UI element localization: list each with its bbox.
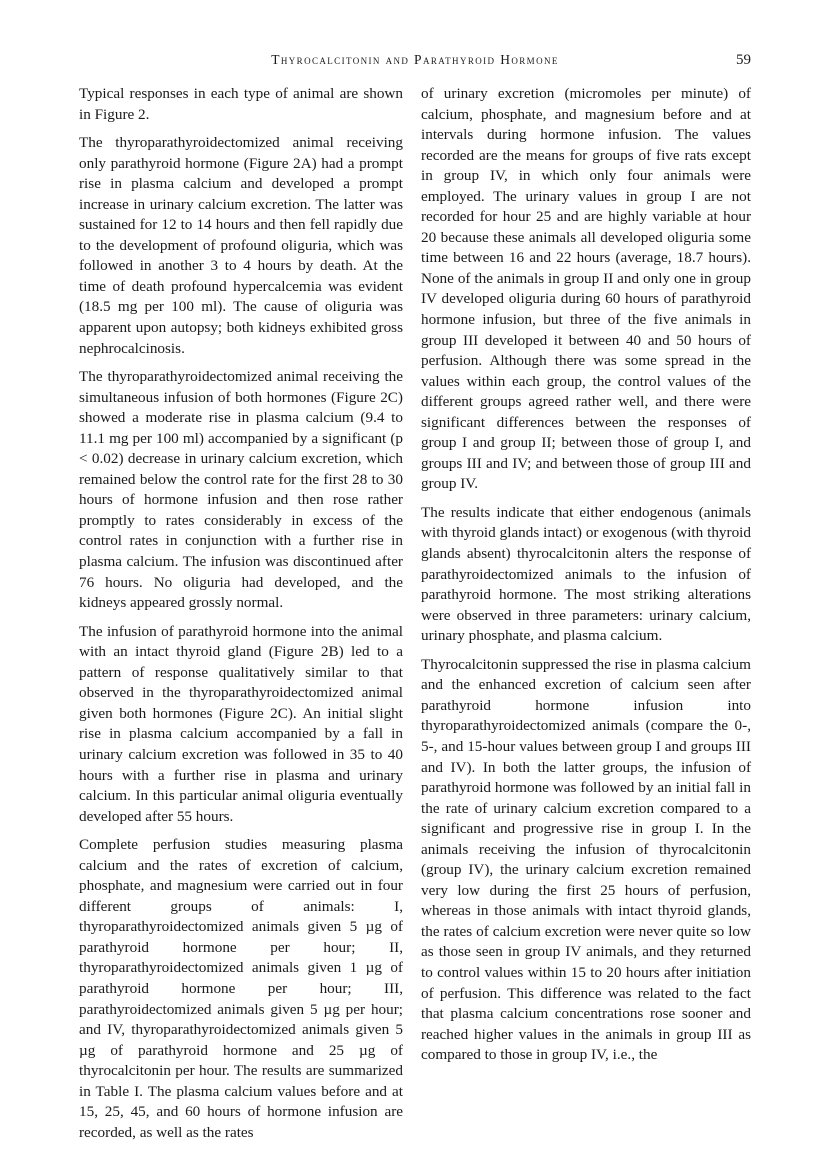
paragraph: The infusion of parathyroid hormone into the animal with an intact thyroid gland (Figure 2B) led to a pattern of response qualitatively similar to that observed in the thyroparathyroidectomized animal given both hormones (Figure 2C). An initial slight rise in plasma calcium accompanied by a fall in urinary calcium excretion was followed in 35 to 40 hours with a further rise in plasma and urinary calcium. In this particular animal oliguria eventually developed after 55 hours.: [79, 622, 403, 825]
paragraph: Typical responses in each type of animal are shown in Figure 2.: [79, 85, 403, 123]
paragraph: Thyrocalcitonin suppressed the rise in plasma calcium and the enhanced excretion of calcium seen after parathyroid hormone infusion into thyroparathyroidectomized animals (compare the 0-, 5-, and 15-hour values between group I and groups III and IV). In both the latter groups, the infusion of parathyroid hormone was followed by an initial fall in the rate of urinary calcium excretion compared to a significant and progressive rise in group I. In the animals receiving the infusion of thyrocalcitonin (group IV), the urinary calcium excretion remained very low during the first 25 hours of perfusion, whereas in those animals with intact thyroid glands, the rates of calcium excretion were never quite so low as those seen in group IV animals, and they returned to control values within 15 to 20 hours after initiation of perfusion. This difference was related to the fact that plasma calcium concentrations rose sooner and reached higher values in the animals in group III as compared to those in group IV, i.e., the: [421, 655, 751, 1064]
paragraph: The results indicate that either endogenous (animals with thyroid glands intact) or exogenous (with thyroid glands absent) thyrocalcitonin alters the response of parathyroidectomized animals to the infusion of parathyroid hormone. The most striking alterations were observed in three parameters: urinary calcium, urinary phosphate, and plasma calcium.: [421, 503, 751, 645]
paragraph: The thyroparathyroidectomized animal receiving the simultaneous infusion of both hormones (Figure 2C) showed a moderate rise in plasma calcium (9.4 to 11.1 mg per 100 ml) accompanied by a significant (p < 0.02) decrease in urinary calcium excretion, which remained below the control rate for the first 28 to 30 hours of hormone infusion and then rose rather promptly to rates considerably in excess of the control rates in conjunction with a further rise in plasma calcium. The infusion was discontinued after 76 hours. No oliguria had developed, and the kidneys appeared grossly normal.: [79, 368, 403, 612]
paragraph: Complete perfusion studies measuring plasma calcium and the rates of excretion of calcium, phosphate, and magnesium were carried out in four different groups of animals: I, thyroparathyroidectomized animals given 5 µg of parathyroid hormone per hour; II, thyroparathyroidectomized animals given 1 µg of parathyroid hormone per hour; III, parathyroidectomized animals given 5 µg per hour; and IV, thyroparathyroidectomized animals given 5 µg of parathyroid hormone and 25 µg of thyrocalcitonin per hour. The results are summarized in Table I. The plasma calcium values before and at 15, 25, 45, and 60 hours of hormone infusion are recorded, as well as the rates: [79, 836, 403, 1141]
right-column: [421, 84, 751, 1074]
page-number: 59: [736, 52, 751, 68]
left-column: [79, 84, 403, 1151]
paragraph: The thyroparathyroidectomized animal receiving only parathyroid hormone (Figure 2A) had a prompt rise in plasma calcium and developed a prompt increase in urinary calcium excretion. The latter was sustained for 12 to 14 hours and then fell rapidly due to the development of profound oliguria, which was followed in another 3 to 4 hours by death. At the time of death profound hypercalcemia was evident (18.5 mg per 100 ml). The cause of oliguria was apparent upon autopsy; both kidneys exhibited gross nephrocalcinosis.: [79, 134, 403, 357]
running-title: Thyrocalcitonin and Parathyroid Hormone: [271, 52, 559, 67]
paragraph: of urinary excretion (micromoles per minute) of calcium, phosphate, and magnesium before and at intervals during hormone infusion. The values recorded are the means for groups of five rats except in group IV, in which only four animals were employed. The urinary values in group I are not recorded for hour 25 and are highly variable at hour 20 because these animals all developed oliguria some time between 16 and 22 hours (average, 18.7 hours). None of the animals in group II and only one in group IV developed oliguria during 60 hours of parathyroid hormone infusion, but three of the five animals in group III developed it between 40 and 50 hours of perfusion. Although there was some spread in the values within each group, the control values of the different groups agreed rather well, and there were significant differences between the responses of group I and group II; between those of group I, and groups III and IV; and between those of group III and group IV.: [421, 85, 751, 493]
page-header: [79, 52, 751, 74]
